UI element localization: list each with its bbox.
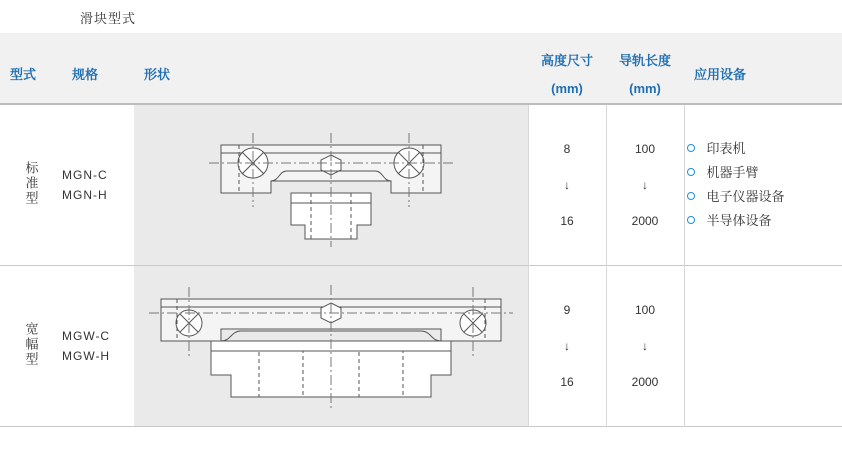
row-applications — [684, 266, 842, 427]
table-caption: 滑块型式 — [80, 11, 137, 26]
row-shape-drawing — [134, 266, 528, 427]
row-type: 宽幅型 — [0, 266, 62, 427]
header-applications: 应用设备 — [684, 33, 842, 104]
header-spec: 规格 — [62, 33, 134, 104]
table-row — [0, 266, 842, 427]
applications-list — [685, 137, 842, 233]
row-height: 9 ↓ 16 — [528, 266, 606, 427]
row-type: 标准型 — [0, 104, 62, 266]
bullet-icon — [687, 216, 695, 224]
standard-block-drawing — [161, 115, 501, 255]
row-rail-length: 100 ↓ 2000 — [606, 266, 684, 427]
row-applications — [684, 104, 842, 266]
bullet-icon — [687, 168, 695, 176]
list-item: 印表机 — [685, 137, 842, 161]
slider-type-table — [0, 33, 842, 427]
table-row — [0, 104, 842, 266]
list-item: 电子仪器设备 — [685, 185, 842, 209]
bullet-icon — [687, 144, 695, 152]
row-rail-length: 100 ↓ 2000 — [606, 104, 684, 266]
wide-block-drawing — [141, 271, 521, 421]
header-shape: 形状 — [134, 33, 528, 104]
header-type: 型式 — [0, 33, 62, 104]
row-models: MGN-C MGN-H — [62, 104, 134, 266]
row-height: 8 ↓ 16 — [528, 104, 606, 266]
list-item: 半导体设备 — [685, 209, 842, 233]
list-item: 机器手臂 — [685, 161, 842, 185]
row-models: MGW-C MGW-H — [62, 266, 134, 427]
header-rail-length: 导轨长度 (mm) — [606, 33, 684, 104]
row-shape-drawing — [134, 104, 528, 266]
header-height: 高度尺寸 (mm) — [528, 33, 606, 104]
table-header — [0, 33, 842, 104]
bullet-icon — [687, 192, 695, 200]
